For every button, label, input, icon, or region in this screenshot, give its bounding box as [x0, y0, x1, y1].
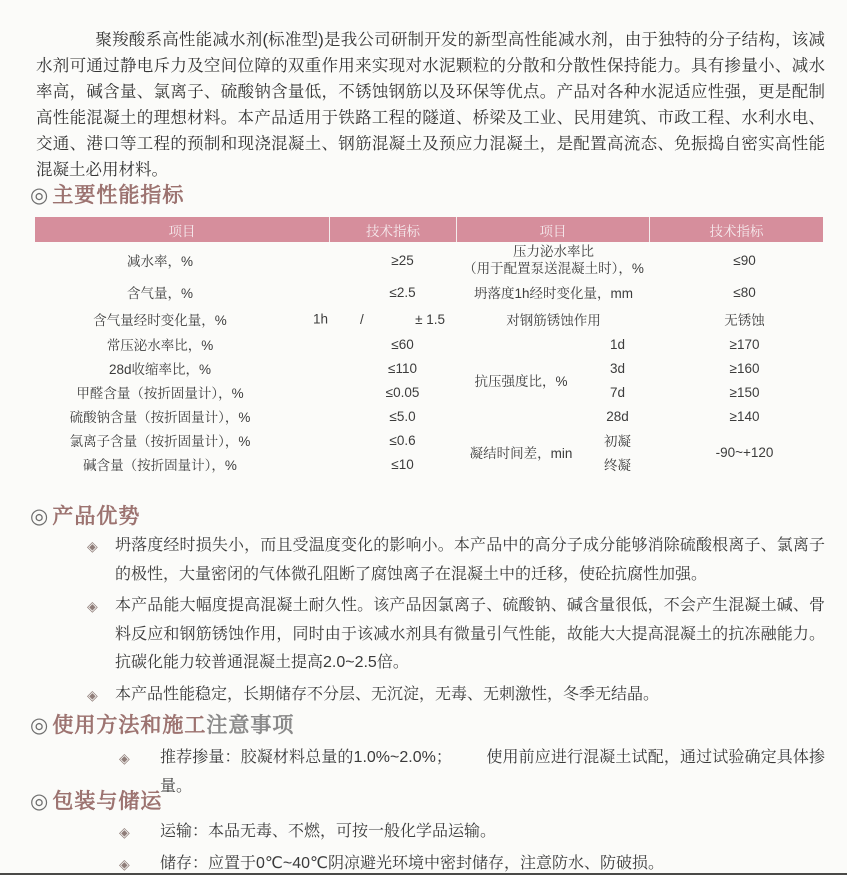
slump-change-value: ≤80	[733, 284, 756, 300]
pressure-bleeding-line1: 压力泌水率比	[513, 244, 594, 259]
transport-text: 运输：本品无毒、不燃，可按一般化学品运输。	[160, 823, 497, 840]
table-row-value: ≤0.05	[385, 384, 420, 400]
diamond-bullet-icon: ◈	[87, 538, 98, 554]
advantage-text: 本产品性能稳定，长期储存不分层、无沉淀，无毒、无刺激性，冬季无结晶。	[115, 685, 660, 703]
pressure-bleeding-line2: （用于配置泵送混凝土时），%	[463, 261, 644, 276]
air-change-time: 1h	[312, 311, 328, 327]
table-row-label: 氯离子含量（按折固量计），%	[69, 434, 251, 449]
table-row-value: ≤110	[388, 360, 417, 376]
diamond-bullet-icon: ◈	[87, 686, 98, 703]
table-row-value: ≤0.6	[389, 432, 416, 448]
list-item	[119, 850, 825, 875]
compressive-strength-label: 抗压强度比，%	[474, 374, 568, 389]
table-row-label: 常压泌水率比，%	[106, 338, 214, 353]
table-header-value-left: 技术指标	[330, 217, 457, 242]
table-row-value: ≤5.0	[389, 408, 416, 424]
list-item	[87, 681, 825, 710]
usage-note-text: 使用前应进行混凝土试配，通过试验确定具体掺量。	[160, 749, 825, 795]
list-item	[119, 818, 825, 847]
rebar-corrosion-label: 对钢筋锈蚀作用	[506, 313, 601, 328]
advantage-text: 坍落度经时损失小，而且受温度变化的影响小。本产品中的高分子成分能够消除硫酸根离子、氯离子的极性，大量密闭的气体微孔阻断了腐蚀离子在混凝土中的迁移，使砼抗腐性加强。	[115, 537, 825, 583]
list-item	[119, 744, 825, 801]
table-header-item-left: 项目	[35, 217, 330, 242]
table-row-label	[35, 306, 330, 332]
section-performance-header	[30, 179, 184, 209]
packaging-list	[119, 818, 825, 875]
table-row-label: 碱含量（按折固量计），%	[83, 458, 237, 473]
pressure-bleeding-value: ≤90	[733, 252, 756, 268]
rebar-corrosion-value: 无锈蚀	[724, 313, 765, 328]
diamond-bullet-icon: ◈	[119, 855, 130, 872]
section-marker-icon: ◎	[30, 714, 50, 737]
air-change-slash: /	[360, 311, 364, 327]
table-body	[35, 242, 823, 476]
advantage-text: 本产品能大幅度提高混凝土耐久性。该产品因氯离子、硫酸钠、碱含量很低，不会产生混凝土碱、骨料反应和钢筋锈蚀作用，同时由于该减水剂具有微量引气性能，故能大大提高混凝土的抗冻融能力。抗碳化能力较普通混凝土提高2.0~2.5倍。	[115, 597, 825, 671]
diamond-bullet-icon: ◈	[119, 824, 130, 840]
strength-value: ≥170	[729, 336, 760, 352]
table-header-row	[35, 217, 823, 242]
setting-time-subs	[585, 428, 650, 476]
air-change-value: ± 1.5	[415, 311, 445, 327]
section-packaging-title: 包装与储运	[52, 790, 163, 813]
compressive-strength-ages	[585, 332, 650, 428]
table-header-value-right: 技术指标	[709, 223, 764, 239]
section-advantages-title: 产品优势	[52, 505, 141, 528]
table-row-label: 甲醛含量（按折固量计），%	[76, 386, 244, 401]
setting-final-label: 终凝	[604, 458, 631, 473]
pressure-bleeding-label	[457, 242, 650, 278]
table-row-label: 28d收缩率比，%	[108, 362, 212, 377]
age-label: 3d	[609, 360, 626, 376]
strength-value: ≥140	[729, 408, 760, 424]
list-item	[87, 532, 825, 589]
list-item	[87, 592, 825, 678]
setting-time-label: 凝结时间差，min	[469, 446, 573, 461]
age-label: 28d	[606, 408, 629, 424]
performance-table	[35, 217, 823, 476]
slump-change-label: 坍落度1h经时变化量，mm	[473, 286, 633, 301]
table-header-item-right: 项目	[457, 217, 650, 242]
diamond-bullet-icon: ◈	[119, 750, 130, 766]
compressive-strength-group	[457, 332, 650, 428]
section-packaging-header	[30, 785, 162, 815]
usage-dosage-text: 推荐掺量：胶凝材料总量的1.0%~2.0%；	[160, 749, 452, 766]
table-row-value: ≤60	[391, 336, 414, 352]
age-label: 7d	[609, 384, 626, 400]
intro-paragraph: 聚羧酸系高性能减水剂(标准型)是我公司研制开发的新型高性能减水剂，由于独特的分子结构，该减水剂可通过静电斥力及空间位障的双重作用来实现对水泥颗粒的分散和分散性保持能力。具有掺量小、减水率高，碱含量、氯离子、硫酸钠含量低，不锈蚀钢筋以及环保等优点。产品对各种水泥适应性强，更是配制高性能混凝土的理想材料。本产品适用于铁路工程的隧道、桥梁及工业、民用建筑、市政工程、水利水电、交通、港口等工程的预制和现浇混凝土、钢筋混凝土及预应力混凝土，是配置高流态、免振捣自密实高性能混凝土必用材料。	[36, 31, 825, 179]
table-row-value: ≥25	[391, 252, 414, 268]
storage-text: 储存：应置于0℃~40℃阴凉避光环境中密封储存，注意防水、防破损。	[160, 854, 664, 872]
section-advantages-header	[30, 500, 140, 530]
strength-value: ≥160	[729, 360, 760, 376]
setting-initial-label: 初凝	[604, 434, 631, 449]
setting-time-group	[457, 428, 650, 476]
setting-time-value: -90~+120	[715, 444, 774, 460]
strength-value: ≥150	[729, 384, 760, 400]
section-performance-title: 主要性能指标	[52, 184, 185, 207]
table-row-label: 减水率，%	[126, 254, 193, 269]
advantages-list	[87, 532, 825, 712]
table-row-value	[330, 306, 457, 332]
table-row-label: 含气量，%	[126, 286, 193, 301]
age-label: 1d	[609, 336, 626, 352]
table-row-label: 硫酸钠含量（按折固量计），%	[69, 410, 251, 425]
section-usage-header	[30, 709, 294, 739]
table-row-value: ≤2.5	[389, 284, 416, 300]
section-usage-title: 使用方法和施工	[52, 714, 207, 737]
air-change-label: 含气量经时变化量，%	[93, 313, 227, 328]
section-marker-icon: ◎	[30, 505, 50, 528]
section-marker-icon: ◎	[30, 790, 50, 813]
diamond-bullet-icon: ◈	[87, 598, 98, 614]
section-marker-icon: ◎	[30, 184, 50, 207]
table-row-value: ≤10	[391, 456, 414, 472]
usage-list	[119, 744, 825, 804]
section-usage-title-tail: 注意事项	[206, 714, 295, 737]
